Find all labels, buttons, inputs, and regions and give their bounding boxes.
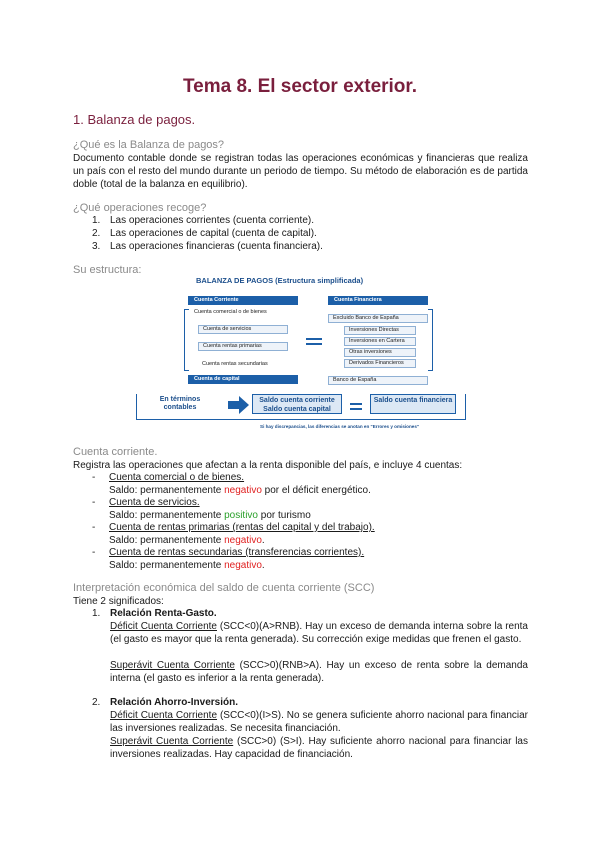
scc-r2-superavit: Superávit Cuenta Corriente (SCC>0) (S>I). Hay suficiente ahorro nacional para financiar las inversiones realizadas. Hay capacidad de financiación. — [110, 736, 528, 760]
deficit-label: Déficit Cuenta Corriente — [110, 621, 217, 632]
diagram-left-item: Cuenta rentas primarias — [198, 342, 288, 351]
diagram-note: Si hay discrepancias, las diferencias se anotan en "Errores y omisiones" — [260, 424, 420, 429]
diagram-banco-espana: Banco de España — [328, 376, 428, 385]
diagram-saldo-left — [252, 394, 342, 414]
saldo-value: negativo — [224, 560, 262, 571]
diagram-right-item: Otras inversiones — [344, 348, 416, 357]
scc-r1-superavit: Superávit Cuenta Corriente (SCC>0)(RNB>A). Hay un exceso de renta sobre la demanda interna (el gasto es inferior a la renta generada). — [110, 660, 528, 684]
diagram-left-item: Cuenta comercial o de bienes — [194, 309, 267, 315]
list-text: Las operaciones corrientes (cuenta corriente). — [110, 215, 314, 226]
list-item — [92, 240, 323, 253]
arrow-right-icon — [239, 396, 249, 414]
saldo-cuenta-capital: Saldo cuenta capital — [263, 406, 331, 413]
diagram-left-bracket — [184, 309, 189, 371]
diagram-left-item: Cuenta rentas secundarias — [202, 361, 268, 367]
scc-r2-deficit: Déficit Cuenta Corriente (SCC<0)(I>S). No se genera suficiente ahorro nacional para financiar las inversiones realizadas. Se necesita financiación. — [110, 710, 529, 734]
equals-sign-icon — [350, 403, 362, 410]
document-title: Tema 8. El sector exterior. — [182, 76, 418, 97]
diagram-saldo-right: Saldo cuenta financiera — [370, 394, 456, 414]
list-number: 1. — [92, 215, 101, 226]
list-number: 2. — [92, 228, 101, 239]
list-item: - Cuenta de servicios. Saldo: permanentemente positivo por turismo — [92, 497, 311, 521]
superavit-label: Superávit Cuenta Corriente — [110, 660, 235, 671]
scc-heading: Interpretación económica del saldo de cuenta corriente (SCC) — [73, 582, 375, 594]
equals-sign-icon — [306, 338, 322, 345]
diagram-left-item: Cuenta de servicios — [198, 325, 288, 334]
cuenta-corriente-heading: Cuenta corriente. — [73, 446, 158, 458]
scc-relation-title: 1. Relación Renta-Gasto. — [92, 608, 217, 619]
diagram-right-subheader: Excluido Banco de España — [328, 314, 428, 323]
diagram-right-item: Inversiones en Cartera — [344, 337, 416, 346]
diagram-title: BALANZA DE PAGOS (Estructura simplificada) — [196, 276, 364, 285]
diagram-en-terminos: En términos contables — [159, 396, 201, 411]
structure-heading: Su estructura: — [73, 264, 142, 276]
superavit-label: Superávit Cuenta Corriente — [110, 736, 234, 747]
diagram-cuenta-corriente-header: Cuenta Corriente — [188, 296, 298, 305]
account-name: Cuenta comercial o de bienes. — [109, 472, 245, 483]
diagram-right-item: Derivados Financieros — [344, 359, 416, 368]
question-heading-operaciones: ¿Qué operaciones recoge? — [73, 202, 207, 214]
list-item: - Cuenta comercial o de bienes. Saldo: permanentemente negativo por el déficit energético. — [92, 472, 371, 496]
list-item — [92, 227, 317, 240]
list-item: - Cuenta de rentas primarias (rentas del capital y del trabajo). Saldo: permanentemente negativo. — [92, 522, 375, 546]
diagram-right-bracket — [428, 309, 433, 371]
scc-r1-deficit: Déficit Cuenta Corriente (SCC<0)(A>RNB). Hay un exceso de demanda interna sobre la renta (el gasto es mayor que la renta generada). Su corrección exige medidas que frenen el gasto. — [110, 621, 528, 645]
list-item: - Cuenta de rentas secundarias (transferencias corrientes). Saldo: permanentemente negativo. — [92, 547, 365, 571]
paragraph-definition: Documento contable donde se registran todas las operaciones económicas y financieras que realiza un país con el resto del mundo durante un periodo de tiempo. Su método de elaboración es de partida doble (total de la balanza en equilibrio). — [73, 153, 528, 190]
diagram-cuenta-capital-header: Cuenta de capital — [188, 375, 298, 384]
section-heading-balanza: 1. Balanza de pagos. — [73, 112, 196, 127]
saldo-value: negativo — [224, 535, 262, 546]
scc-intro: Tiene 2 significados: — [73, 596, 164, 607]
list-number: 3. — [92, 241, 101, 252]
question-heading-que-es: ¿Qué es la Balanza de pagos? — [73, 139, 225, 151]
diagram-right-item: Inversiones Directas — [344, 326, 416, 335]
saldo-value: negativo — [224, 485, 262, 496]
list-text: Las operaciones financieras (cuenta financiera). — [110, 241, 323, 252]
saldo-cuenta-corriente: Saldo cuenta corriente — [259, 397, 335, 404]
list-text: Las operaciones de capital (cuenta de capital). — [110, 228, 317, 239]
scc-relation-title: 2. Relación Ahorro-Inversión. — [92, 697, 238, 708]
deficit-label: Déficit Cuenta Corriente — [110, 710, 218, 721]
account-name: Cuenta de rentas primarias (rentas del capital y del trabajo). — [109, 522, 375, 533]
cuenta-corriente-intro: Registra las operaciones que afectan a la renta disponible del país, e incluye 4 cuentas: — [73, 460, 463, 471]
list-item — [92, 214, 314, 227]
saldo-value: positivo — [224, 510, 258, 521]
diagram-cuenta-financiera-header: Cuenta Financiera — [328, 296, 428, 305]
account-name: Cuenta de servicios. — [109, 497, 200, 508]
account-name: Cuenta de rentas secundarias (transferencias corrientes). — [109, 547, 365, 558]
balanza-diagram — [132, 276, 468, 436]
